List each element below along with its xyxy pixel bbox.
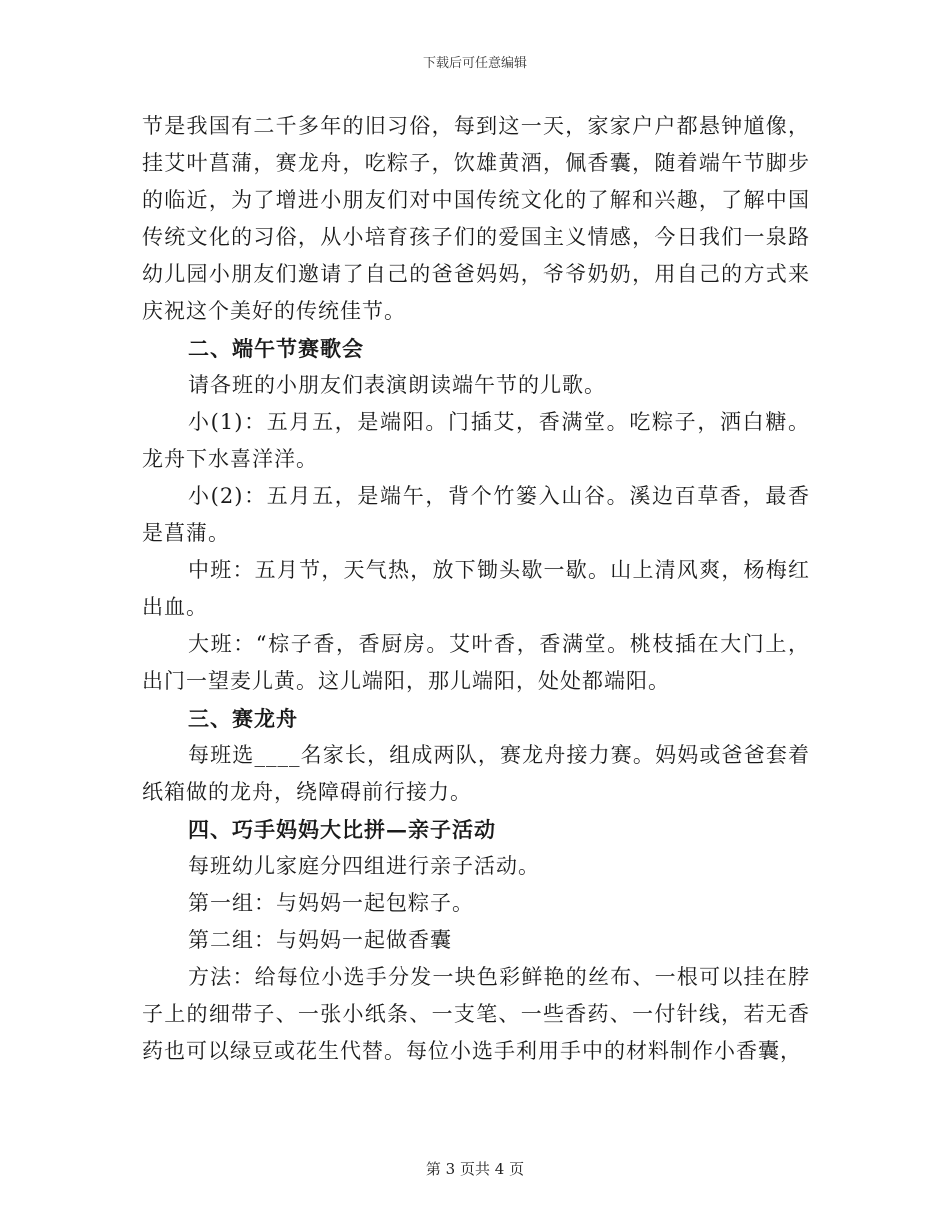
paragraph-group-2: 第二组：与妈妈一起做香囊 bbox=[188, 928, 452, 952]
document-body bbox=[142, 108, 810, 1070]
paragraph-intro: 节是我国有二千多年的旧习俗，每到这一天，家家户户都悬钟馗像，挂艾叶菖蒲，赛龙舟，吃粽子，饮雄黄酒，佩香囊，随着端午节脚步的临近，为了增进小朋友们对中国传统文化的了解和兴趣，了解中国传统文化的习俗，从小培育孩子们的爱国主义情感，今日我们一泉路幼儿园小朋友们邀请了自己的爸爸妈妈，爷爷奶奶，用自己的方式来庆祝这个美好的传统佳节。 bbox=[142, 114, 810, 323]
paragraph-class-small-2: 小(2)：五月五，是端午，背个竹篓入山谷。溪边百草香，最香是菖蒲。 bbox=[142, 484, 810, 545]
paragraph-class-middle: 中班：五月节，天气热，放下锄头歇一歇。山上清风爽，杨梅红出血。 bbox=[142, 558, 810, 619]
section-heading-parent-child: 四、巧手妈妈大比拼—亲子活动 bbox=[188, 817, 496, 842]
paragraph-class-big: 大班：“棕子香，香厨房。艾叶香，香满堂。桃枝插在大门上，出门一望麦儿黄。这儿端阳，那儿端阳，处处都端阳。 bbox=[142, 632, 810, 693]
page-footer: 第 3 页共 4 页 bbox=[425, 1160, 525, 1178]
section-heading-song-contest: 二、端午节赛歌会 bbox=[188, 336, 364, 361]
section-heading-dragon-boat: 三、赛龙舟 bbox=[188, 706, 298, 731]
paragraph-method: 方法：给每位小选手分发一块色彩鲜艳的丝布、一根可以挂在脖子上的细带子、一张小纸条、一支笔、一些香药、一付针线，若无香药也可以绿豆或花生代替。每位小选手利用手中的材料制作小香囊， bbox=[142, 965, 810, 1063]
paragraph-dragon-boat: 每班选____名家长，组成两队，赛龙舟接力赛。妈妈或爸爸套着纸箱做的龙舟，绕障碍前行接力。 bbox=[142, 743, 810, 804]
paragraph-class-small-1: 小(1)：五月五，是端阳。门插艾，香满堂。吃粽子，洒白糖。龙舟下水喜洋洋。 bbox=[142, 410, 810, 471]
paragraph-groups: 每班幼儿家庭分四组进行亲子活动。 bbox=[188, 854, 540, 878]
paragraph-group-1: 第一组：与妈妈一起包粽子。 bbox=[188, 891, 474, 915]
page-header: 下载后可任意编辑 bbox=[422, 56, 527, 71]
paragraph-song-intro: 请各班的小朋友们表演朗读端午节的儿歌。 bbox=[188, 373, 606, 397]
